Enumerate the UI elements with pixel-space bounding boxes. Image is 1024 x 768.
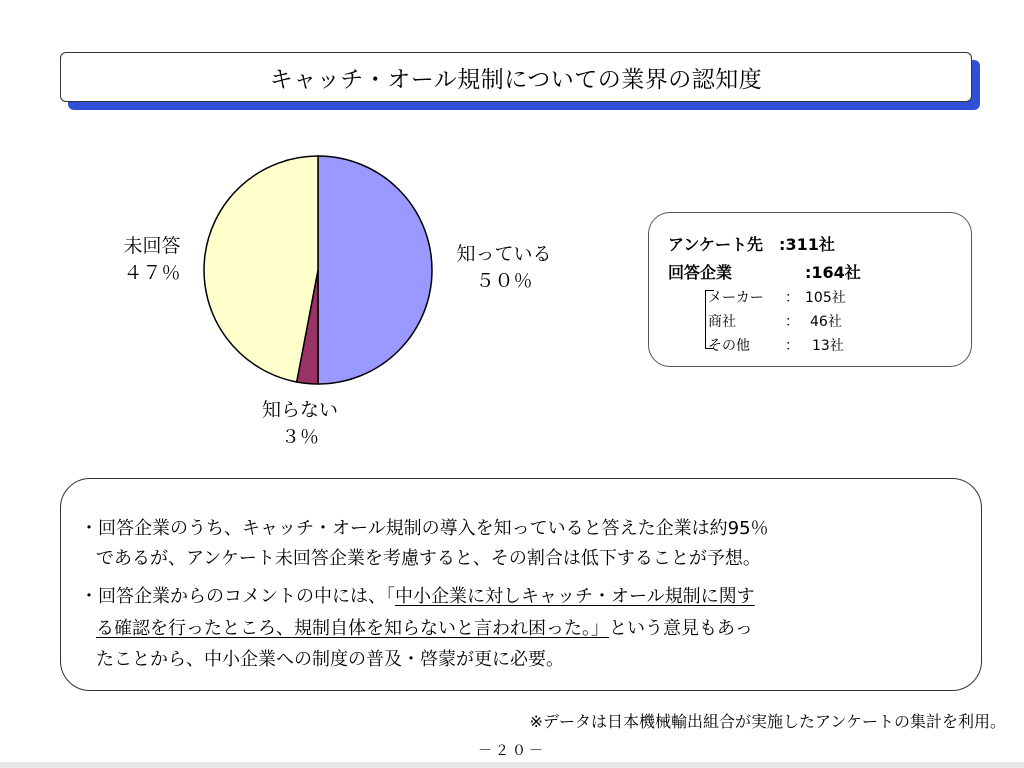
summary-line-5: たことから、中小企業への制度の普及・啓蒙が更に必要。: [96, 649, 564, 670]
pie-category-unknown: 知らない: [261, 399, 339, 421]
summary-line-4-suffix: という意見もあっ: [609, 618, 753, 639]
breakdown-label: その他: [708, 338, 750, 354]
summary-line-4: [96, 614, 753, 640]
pie-category-known: 知っている: [456, 243, 552, 265]
page-number: －２０－: [478, 743, 546, 759]
survey-targets: アンケート先 :311社: [668, 235, 835, 254]
pie-label-known: [456, 241, 551, 295]
breakdown-value: 13社: [812, 338, 844, 354]
footnote: ※データは日本機械輸出組合が実施したアンケートの集計を利用。: [529, 712, 1006, 731]
pie-category-noanswer: 未回答: [123, 235, 181, 257]
summary-line-3: [80, 582, 755, 608]
breakdown-value: 46社: [810, 314, 842, 330]
pie-value-noanswer: ４７％: [123, 262, 181, 284]
summary-quote-part-1: 中小企業に対しキャッチ・オール規制に関す: [395, 586, 755, 607]
survey-respondents-label: 回答企業: [668, 263, 733, 282]
pie-value-known: ５０％: [475, 270, 533, 292]
breakdown-sep: ：: [785, 314, 799, 330]
pie-value-unknown: ３％: [280, 426, 320, 448]
page-title: キャッチ・オール規制についての業界の認知度: [60, 52, 972, 102]
breakdown-sep: ：: [785, 290, 799, 306]
summary-line-3-prefix: ・回答企業からのコメントの中には、「: [80, 586, 395, 607]
breakdown-sep: ：: [785, 338, 799, 354]
pie-slice-noanswer: [204, 156, 318, 382]
summary-line-1: ・回答企業のうち、キャッチ・オール規制の導入を知っていると答えた企業は約95％: [80, 518, 769, 539]
survey-respondents-value: :164社: [805, 263, 861, 282]
summary-line-2: であるが、アンケート未回答企業を考慮すると、その割合は低下することが予想。: [96, 548, 761, 569]
pie-slice-known: [318, 156, 432, 384]
bottom-rule: [0, 762, 1024, 768]
summary-quote-part-2: る確認を行ったところ、規制自体を知らないと言われ困った。」: [96, 618, 609, 639]
pie-label-noanswer: [123, 233, 180, 287]
breakdown-label: メーカー: [708, 290, 764, 306]
breakdown-label: 商社: [708, 314, 736, 330]
pie-label-unknown: [262, 397, 338, 451]
breakdown-value: 105社: [805, 290, 846, 306]
